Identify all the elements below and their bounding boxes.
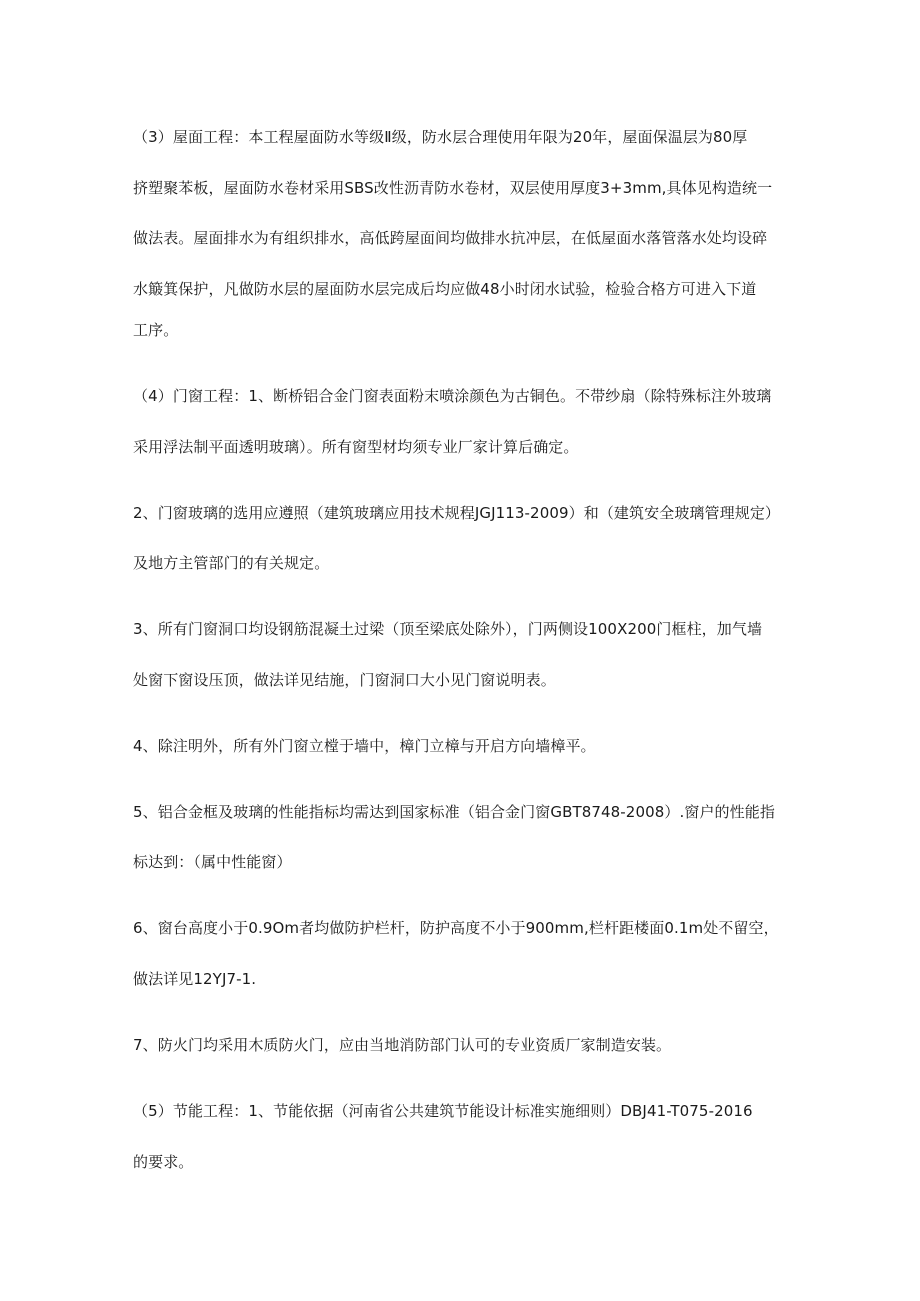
text-line: 工序。 [133,321,179,339]
text-line: 挤塑聚苯板，屋面防水卷材采用SBS改性沥青防水卷材，双层使用厚度3+3mm,具体见构造统一 [133,179,773,197]
text-line: （3）屋面工程：本工程屋面防水等级Ⅱ级，防水层合理使用年限为20年，屋面保温层为80厚 [133,128,748,146]
text-line: 6、窗台高度小于0.9Om者均做防护栏杆，防护高度不小于900mm,栏杆距楼面0.1m处不留空， [133,919,779,937]
text-line: 采用浮法制平面透明玻璃）。所有窗型材均须专业厂家计算后确定。 [133,438,579,456]
text-line: 标达到：（属中性能窗） [133,853,292,871]
text-line: 做法表。屋面排水为有组织排水，高低跨屋面间均做排水抗冲层，在低屋面水落管落水处均设碎 [133,229,768,247]
text-line: 处窗下窗设压顶，做法详见结施，门窗洞口大小见门窗说明表。 [133,671,556,689]
text-line: （4）门窗工程：1、断桥铝合金门窗表面粉末喷涂颜色为古铜色。不带纱扇（除特殊标注外玻璃 [133,387,772,405]
text-line: 做法详见12YJ7-1. [133,970,257,988]
text-line: 及地方主管部门的有关规定。 [133,554,330,572]
text-line: 的要求。 [133,1153,194,1171]
text-line: 3、所有门窗洞口均设钢筋混凝土过梁（顶至梁底处除外），门两侧设100X200门框柱，加气墙 [133,620,763,638]
text-line: 2、门窗玻璃的选用应遵照（建筑玻璃应用技术规程JGJ113-2009）和（建筑安全玻璃管理规定） [133,504,781,522]
text-line: 5、铝合金框及玻璃的性能指标均需达到国家标准（铝合金门窗GBT8748-2008）.窗户的性能指 [133,803,775,821]
text-line: 7、防火门均采用木质防火门，应由当地消防部门认可的专业资质厂家制造安装。 [133,1036,672,1054]
text-line: 4、除注明外，所有外门窗立樘于墙中，樟门立樟与开启方向墙樟平。 [133,737,596,755]
text-line: （5）节能工程：1、节能依据（河南省公共建筑节能设计标准实施细则）DBJ41-T075-2016 [133,1102,753,1120]
text-line: 水簸箕保护，凡做防水层的屋面防水层完成后均应做48小时闭水试验，检验合格方可进入下道 [133,280,757,298]
